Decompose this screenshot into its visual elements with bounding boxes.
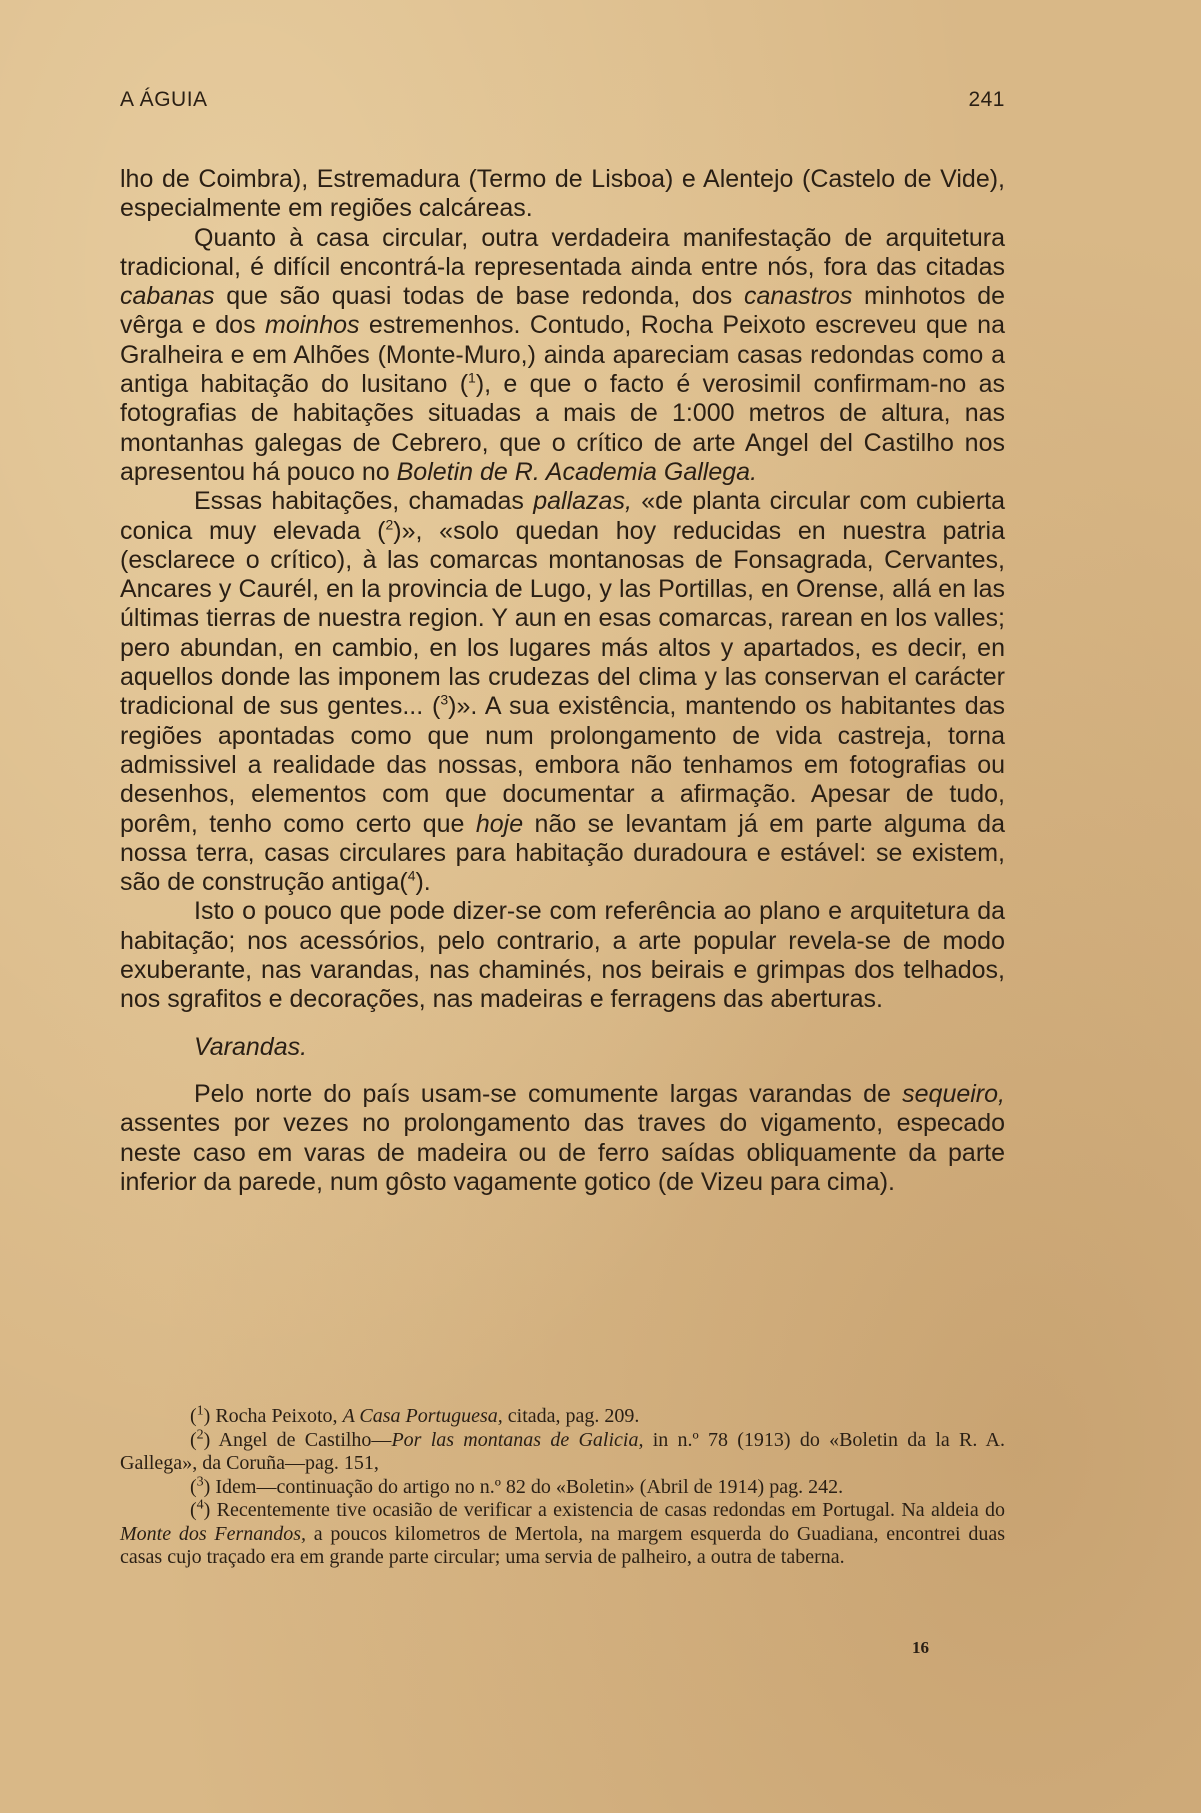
- printer-signature: 16: [912, 1638, 929, 1657]
- paragraph: lho de Coimbra), Estremadura (Termo de Lisboa) e Alentejo (Castelo de Vide), especialmente em regiões calcáreas.: [120, 165, 1005, 223]
- running-head: [120, 88, 1005, 112]
- paragraph: Pelo norte do país usam-se comumente largas varandas de sequeiro, assentes por vezes no prolongamento das traves do vigamento, especado neste caso em varas de madeira ou de ferro saídas obliquamente da parte inferior da parede, num gôsto vagamente gotico (de Vizeu para cima).: [120, 1079, 1005, 1196]
- italic-term: canastros: [743, 282, 853, 311]
- footnote-ref: 2: [385, 516, 394, 533]
- italic-title: Boletin de R. Academia Gallega.: [396, 457, 758, 486]
- italic-term: hoje: [475, 809, 524, 838]
- footnote: ($^4$) Recentemente tive ocasião de verificar a existencia de casas redondas em Portugal. Na aldeia do Monte dos Fernandos, a poucos kilometros de Mertola, na margem esquerda do Guadiana, encontrei duas casas cujo traçado era em grande parte circular; uma servia de palheiro, a outra de taberna.: [120, 1497, 1005, 1568]
- body-text: [120, 165, 1005, 1197]
- paragraph: Isto o pouco que pode dizer-se com referência ao plano e arquitetura da habitação; nos acessórios, pelo contrario, a arte popular revela-se de modo exuberante, nas varandas, nas chaminés, nos beirais e grimpas dos telhados, nos sgrafitos e decorações, nas madeiras e ferragens das aberturas.: [120, 897, 1005, 1014]
- journal-title: A ÁGUIA: [120, 88, 208, 111]
- page-number: 241: [968, 88, 1005, 111]
- italic-term: pallazas,: [533, 487, 632, 516]
- footnote-ref: 3: [440, 692, 449, 709]
- footnote: ($^2$) Angel de Castilho—Por las montanas de Galicia, in n.º 78 (1913) do «Boletin da la R. A. Gallega», da Coruña—pag. 151,: [120, 1426, 1005, 1474]
- italic-term: sequeiro,: [902, 1079, 1005, 1108]
- paragraph: Essas habitações, chamadas pallazas, «de planta circular com cubierta conica muy elevada ($^2$)», «solo quedan hoy reducidas en nuestra patria (esclarece o crítico), à las comarcas montanosas de Fonsagrada, Cervantes, Ancares y Caurél, en la provincia de Lugo, y las Portillas, en Orense, allá en las últimas tierras de nuestra region. Y aun en esas comarcas, rarean en los valles; pero abundan, en cambio, en los lugares más altos y apartados, es decir, en aquellos donde las imponem las crudezas del clima y las conservan el carácter tradicional de sus gentes... ($^3$)». A sua existência, mantendo os habitantes das regiões apontadas como que num prolongamento de vida castreja, torna admissivel a realidade das nossas, embora não tenhamos em fotografias ou desenhos, elementos com que documentar a afirmação. Apesar de tudo, porêm, tenho como certo que hoje não se levantam já em parte alguma da nossa terra, casas circulares para habitação duradoura e estável: se existem, são de construção antiga($^4$).: [120, 487, 1006, 897]
- paragraph: Quanto à casa circular, outra verdadeira manifestação de arquitetura tradicional, é difícil encontrá-la representada ainda entre nós, fora das citadas cabanas que são quasi todas de base redonda, dos canastros minhotos de vêrga e dos moinhos estremenhos. Contudo, Rocha Peixoto escreveu que na Gralheira e em Alhões (Monte-Muro,) ainda apareciam casas redondas como a antiga habitação do lusitano ($^1$), e que o facto é verosimil confirmam-no as fotografias de habitações situadas a mais de 1:000 metros de altura, nas montanhas galegas de Cebrero, que o crítico de arte Angel del Castilho nos apresentou há pouco no Boletin de R. Academia Gallega.: [120, 223, 1006, 486]
- section-title: Varandas.: [194, 1032, 308, 1061]
- italic-term: cabanas: [120, 282, 215, 311]
- footnote: ($^3$) Idem—continuação do artigo no n.º 82 do «Boletin» (Abril de 1914) pag. 242.: [190, 1473, 844, 1498]
- footnote-ref: 1: [468, 369, 476, 386]
- footnote: ($^1$) Rocha Peixoto, A Casa Portuguesa, citada, pag. 209.: [190, 1403, 640, 1427]
- footnotes: [120, 1405, 1005, 1570]
- italic-term: moinhos: [265, 311, 360, 340]
- footnote-ref: 4: [407, 867, 416, 884]
